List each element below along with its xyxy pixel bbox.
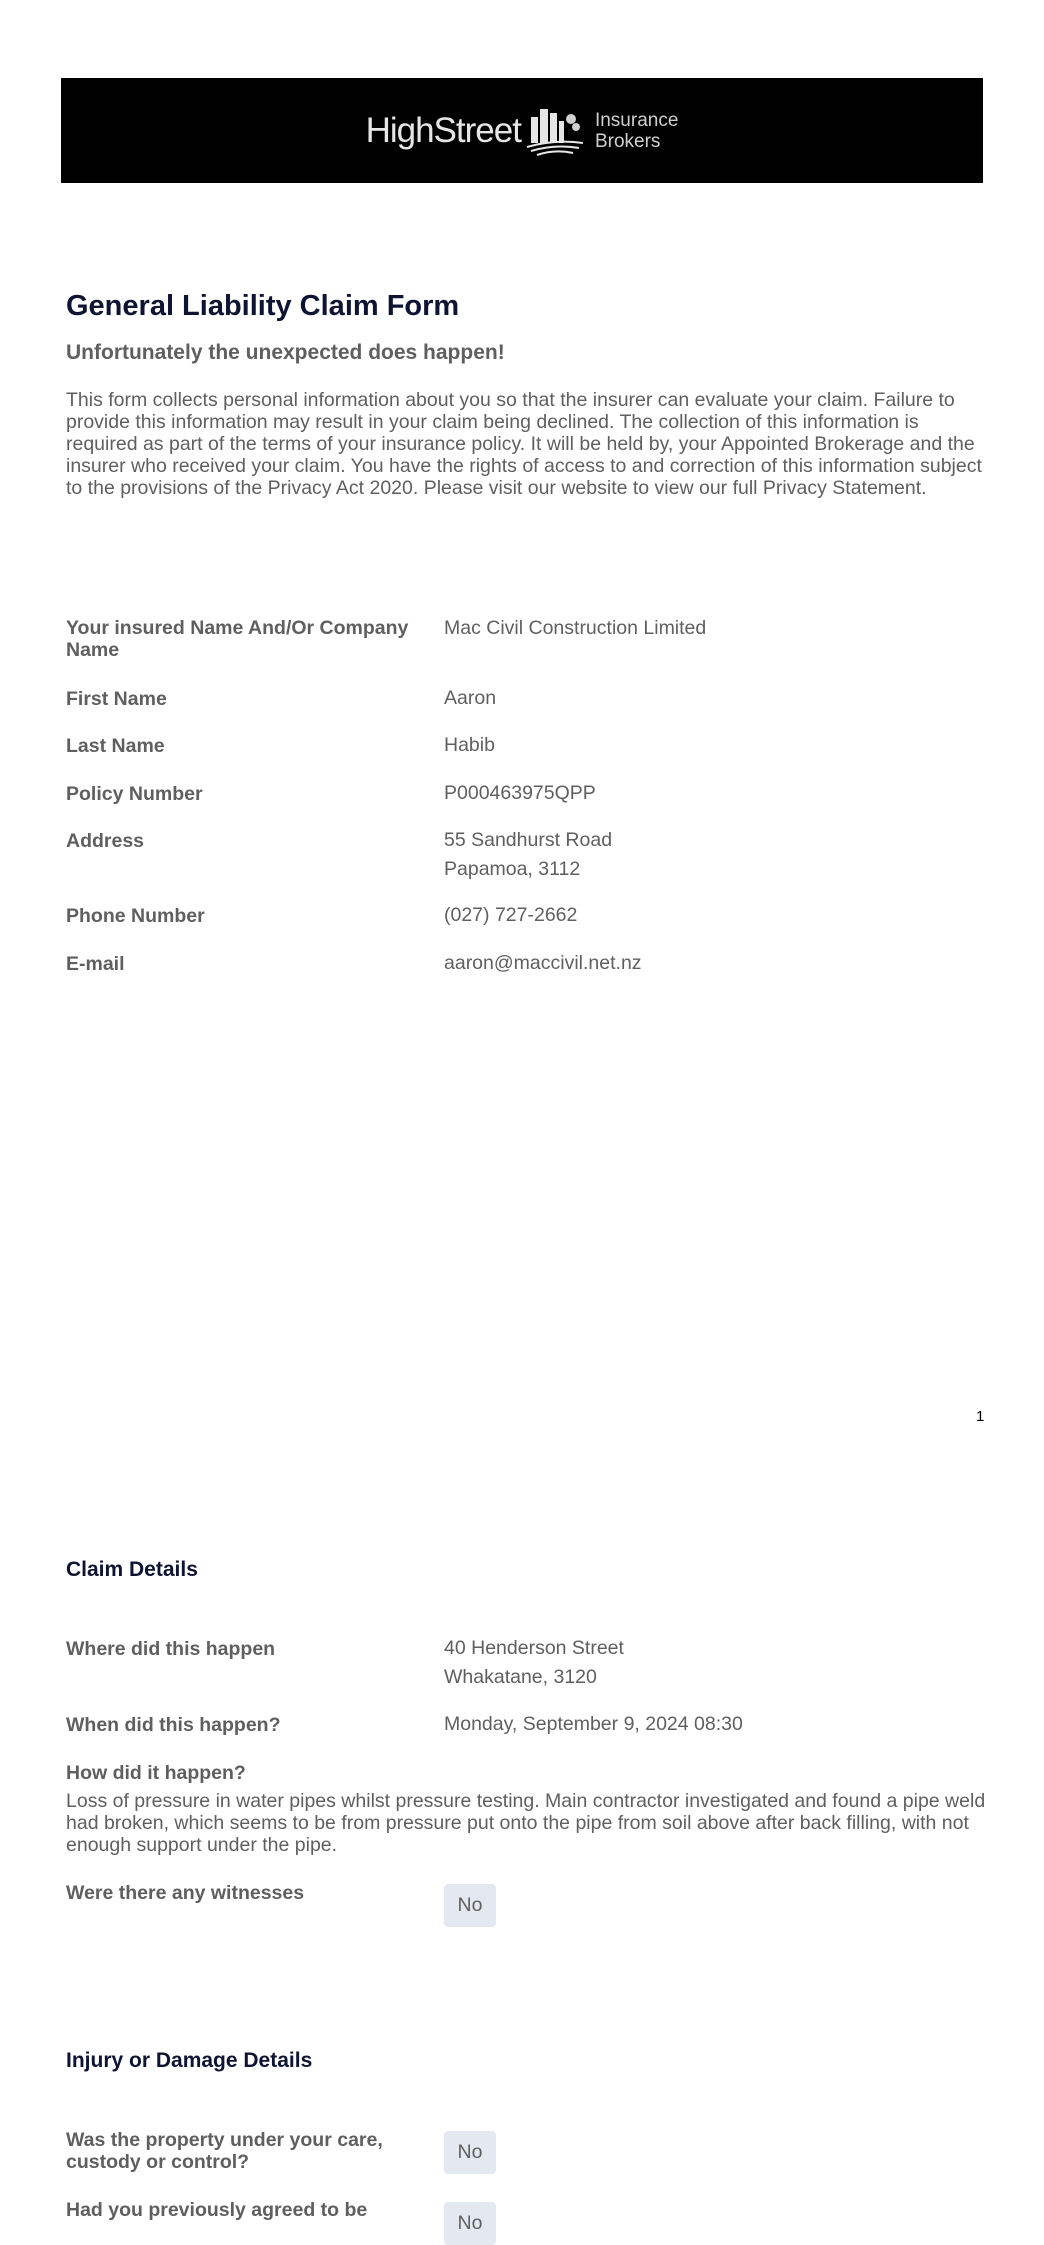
logo-tagline <box>595 110 678 152</box>
claim-details-heading: Claim Details <box>66 1558 198 1581</box>
how-value: Loss of pressure in water pipes whilst pressure testing. Main contractor investigated and found a pipe weld had broken, which seems to be from pressure put onto the pipe from soil above after back filling, with not enough support under the pipe. <box>66 1790 986 1856</box>
logo-tagline-line2: Brokers <box>594 130 661 152</box>
witness-value: No <box>444 1884 496 1927</box>
page-number: 1 <box>976 1408 985 1425</box>
company-name-label: Your insured Name And/Or Company Name <box>66 617 409 661</box>
phone-value: (027) 727-2662 <box>444 904 578 926</box>
company-name-value: Mac Civil Construction Limited <box>444 617 707 639</box>
where-line1: 40 Henderson Street <box>444 1637 624 1659</box>
injury-details-heading: Injury or Damage Details <box>66 2049 313 2072</box>
email-label: E-mail <box>66 953 125 975</box>
building-icon <box>525 103 585 159</box>
page-subtitle: Unfortunately the unexpected does happen! <box>66 341 505 364</box>
care-custody-value: No <box>444 2131 496 2174</box>
where-line2: Whakatane, 3120 <box>444 1666 597 1688</box>
policy-number-value: P000463975QPP <box>444 782 596 804</box>
company-logo <box>366 103 679 159</box>
how-label: How did it happen? <box>66 1762 246 1784</box>
previously-agreed-value: No <box>444 2202 496 2245</box>
when-value: Monday, September 9, 2024 08:30 <box>444 1713 743 1735</box>
privacy-notice: This form collects personal information about you so that the insurer can evaluate your claim. Failure to provide this information may result in your claim being declined. The collection of this information is required as part of the terms of your insurance policy. It will be held by, your Appointed Brokerage and the insurer who received your claim. You have the rights of access to and correction of this information subject to the provisions of the Privacy Act 2020. Please visit our website to view our full Privacy Statement. <box>66 389 982 499</box>
first-name-label: First Name <box>66 688 167 710</box>
address-value <box>444 826 984 884</box>
email-value: aaron@maccivil.net.nz <box>444 952 642 974</box>
policy-number-label: Policy Number <box>66 783 203 805</box>
logo-wordmark: HighStreet <box>365 110 521 150</box>
previously-agreed-label: Had you previously agreed to be <box>66 2199 368 2221</box>
page-title: General Liability Claim Form <box>66 290 460 322</box>
where-label: Where did this happen <box>66 1638 276 1660</box>
address-label: Address <box>66 830 145 852</box>
address-line1: 55 Sandhurst Road <box>444 829 613 851</box>
when-label: When did this happen? <box>66 1714 281 1736</box>
phone-label: Phone Number <box>66 905 205 927</box>
header-banner <box>61 78 983 183</box>
last-name-label: Last Name <box>66 735 165 757</box>
address-line2: Papamoa, 3112 <box>444 858 581 880</box>
first-name-value: Aaron <box>444 687 497 709</box>
where-value <box>444 1634 984 1692</box>
care-custody-label: Was the property under your care, custody or control? <box>66 2129 383 2173</box>
witness-label: Were there any witnesses <box>66 1882 305 1904</box>
logo-tagline-line1: Insurance <box>594 109 679 131</box>
last-name-value: Habib <box>444 734 495 756</box>
